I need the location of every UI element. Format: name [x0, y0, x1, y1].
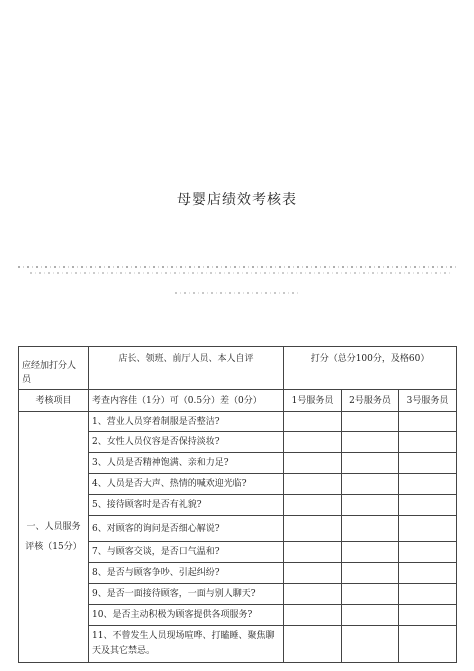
score-cell[interactable]: [399, 584, 457, 605]
score-cell[interactable]: [399, 432, 457, 453]
evaluators-text: 店长、领班、前厅人员、本人自评: [118, 354, 254, 364]
score-cell[interactable]: [342, 626, 399, 663]
score-cell[interactable]: [342, 412, 399, 432]
score-cell[interactable]: [342, 453, 399, 474]
score-cell[interactable]: [284, 563, 342, 584]
score-note-cell: [284, 347, 457, 390]
criteria-header: 考查内容佳（1分）可（0.5分）差（0分）: [89, 390, 284, 412]
criteria-text: 3、人员是否精神饱满、亲和力足?: [89, 453, 284, 474]
table-row: [19, 412, 457, 432]
evaluation-table: [18, 346, 457, 663]
score-cell[interactable]: [284, 516, 342, 542]
faint-text-line-2: [30, 272, 450, 274]
category-cell: [19, 412, 89, 663]
score-cell[interactable]: [342, 495, 399, 516]
score-cell[interactable]: [399, 542, 457, 563]
criteria-text: 7、与顾客交谈，是否口气温和?: [89, 542, 284, 563]
criteria-text: 5、接待顾客时是否有礼貌?: [89, 495, 284, 516]
category-line-1: 一、人员服务: [26, 522, 81, 532]
score-cell[interactable]: [284, 412, 342, 432]
page-title: 母婴店绩效考核表: [177, 192, 297, 208]
score-cell[interactable]: [284, 626, 342, 663]
score-cell[interactable]: [399, 412, 457, 432]
criteria-text: 6、对顾客的询问是否细心解说?: [89, 516, 284, 542]
staff-2-header: 2号服务员: [342, 390, 399, 412]
score-cell[interactable]: [342, 516, 399, 542]
evaluators-cell: [89, 347, 284, 390]
score-cell[interactable]: [399, 563, 457, 584]
score-cell[interactable]: [284, 605, 342, 626]
evaluator-label-cell: [19, 347, 89, 390]
score-cell[interactable]: [342, 563, 399, 584]
score-cell[interactable]: [284, 542, 342, 563]
item-header: 考核项目: [19, 390, 89, 412]
criteria-text: 4、人员是否大声、热情的喊欢迎光临?: [89, 474, 284, 495]
score-note: 打分（总分100分，及格60）: [310, 354, 430, 364]
score-cell[interactable]: [399, 605, 457, 626]
score-cell[interactable]: [399, 453, 457, 474]
score-cell[interactable]: [342, 474, 399, 495]
criteria-text: 8、是否与顾客争吵、引起纠纷?: [89, 563, 284, 584]
score-cell[interactable]: [284, 453, 342, 474]
faint-text-line-3: [175, 292, 300, 294]
score-cell[interactable]: [399, 495, 457, 516]
score-cell[interactable]: [399, 516, 457, 542]
criteria-text: 9、是否一面接待顾客，一面与别人聊天?: [89, 584, 284, 605]
header-row-columns: [19, 390, 457, 412]
score-cell[interactable]: [284, 432, 342, 453]
score-cell[interactable]: [284, 584, 342, 605]
category-line-2: 评核（15分）: [25, 542, 82, 552]
staff-3-header: 3号服务员: [399, 390, 457, 412]
score-cell[interactable]: [342, 542, 399, 563]
faint-text-line-1: [18, 266, 456, 268]
score-cell[interactable]: [342, 432, 399, 453]
score-cell[interactable]: [284, 495, 342, 516]
criteria-text: 2、女性人员仪容是否保持淡妆?: [89, 432, 284, 453]
score-cell[interactable]: [342, 605, 399, 626]
score-cell[interactable]: [399, 626, 457, 663]
evaluator-label: 应经加打分人 员: [22, 361, 77, 385]
criteria-text: 10、是否主动积极为顾客提供各项服务?: [89, 605, 284, 626]
staff-1-header: 1号服务员: [284, 390, 342, 412]
header-row-evaluators: [19, 347, 457, 390]
score-cell[interactable]: [284, 474, 342, 495]
criteria-text: 11、不曾发生人员现场喧哗、打瞌睡、聚焦聊天及其它禁忌。: [89, 626, 284, 663]
score-cell[interactable]: [399, 474, 457, 495]
score-cell[interactable]: [342, 584, 399, 605]
criteria-text: 1、营业人员穿着制服是否整洁?: [89, 412, 284, 432]
